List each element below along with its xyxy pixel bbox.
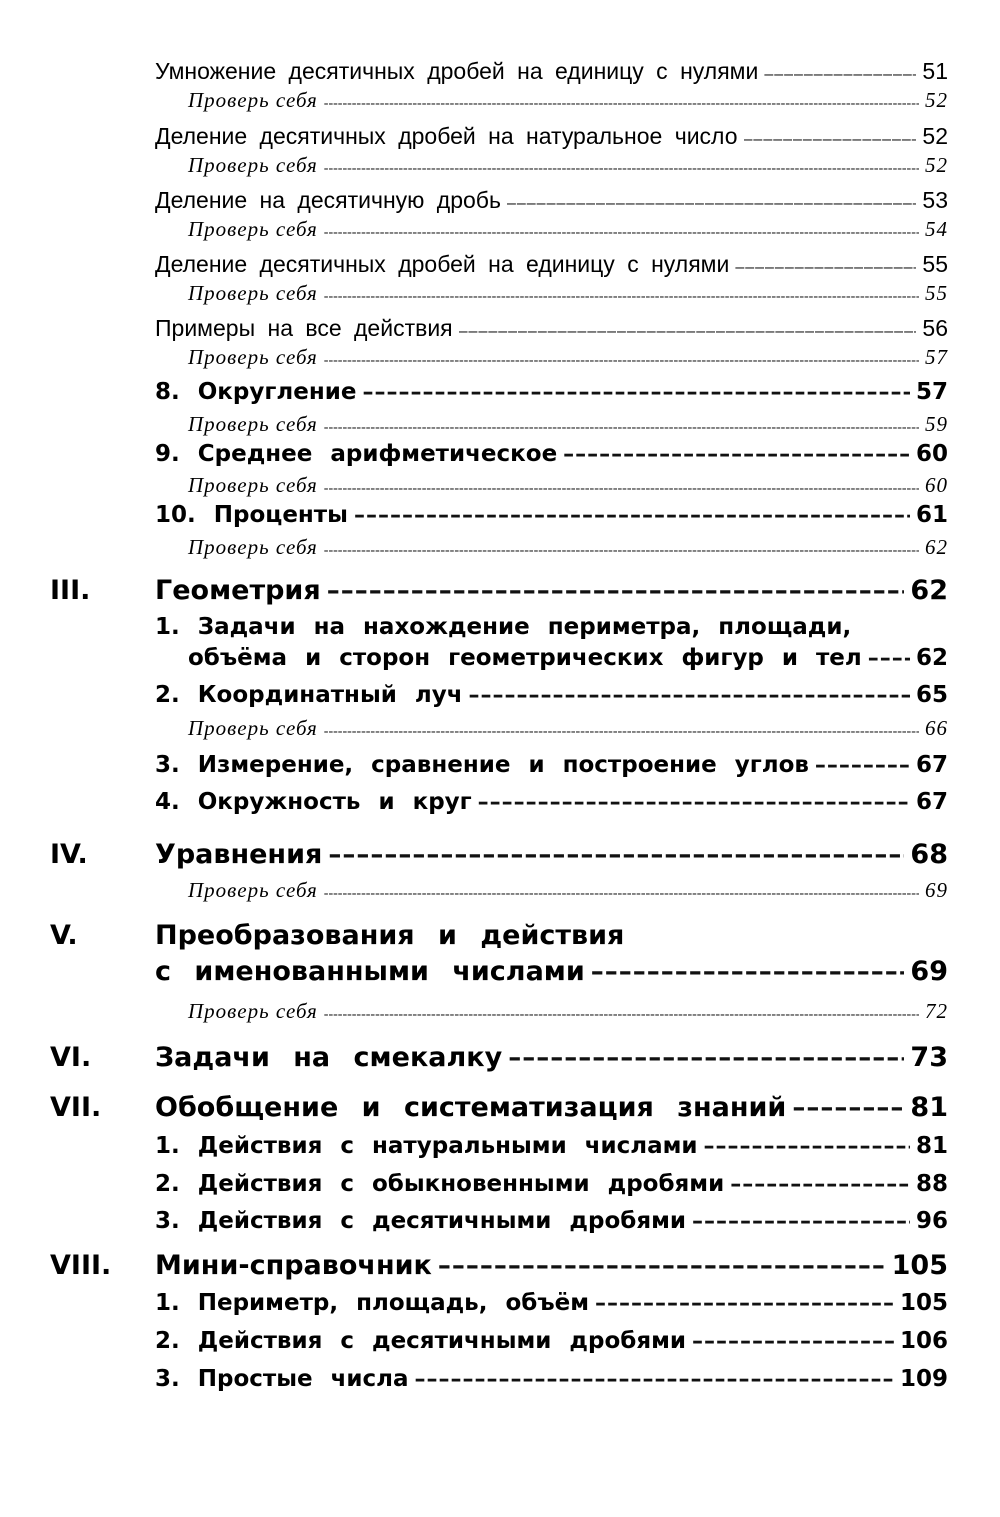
- entry-title: 2. Действия с обыкновенными дробями: [155, 1171, 725, 1197]
- toc-subsection: [155, 752, 948, 778]
- entry-title: объёма и сторон геометрических фигур и тел: [188, 645, 862, 671]
- leader-dashes: [730, 1172, 910, 1197]
- entry-title: с именованными числами: [155, 956, 585, 987]
- toc-subsection: [155, 1208, 948, 1234]
- toc-subsection: [155, 789, 948, 815]
- toc-section: [155, 1042, 948, 1073]
- leader-dashes: [735, 259, 916, 277]
- section-numeral: III.: [50, 575, 91, 606]
- entry-title: 1. Действия с натуральными числами: [155, 1133, 698, 1159]
- leader-dashes: [324, 1007, 919, 1023]
- toc-check-entry: [188, 153, 948, 178]
- toc-check-entry: [188, 878, 948, 903]
- leader-dashes: [327, 576, 905, 606]
- entry-title: Деление десятичных дробей на натуральное число: [155, 123, 738, 149]
- toc-subsection: [155, 682, 948, 708]
- entry-title: 2. Координатный луч: [155, 682, 463, 708]
- entry-title: Проверь себя: [188, 716, 318, 740]
- entry-page: 73: [910, 1042, 948, 1073]
- leader-dashes: [868, 646, 910, 671]
- entry-page: 88: [915, 1171, 948, 1197]
- entry-page: 109: [899, 1366, 948, 1392]
- entry-page: 62: [915, 645, 948, 671]
- entry-title: Примеры на все действия: [155, 315, 453, 341]
- entry-page: 54: [925, 217, 948, 241]
- leader-dashes: [764, 66, 916, 84]
- leader-dashes: [478, 790, 910, 815]
- leader-dashes: [508, 1043, 904, 1073]
- entry-page: 106: [899, 1328, 948, 1354]
- section-numeral: VII.: [50, 1092, 102, 1123]
- leader-dashes: [362, 380, 910, 405]
- entry-page: 57: [925, 345, 948, 369]
- leader-dashes: [704, 1134, 910, 1159]
- entry-title: Проверь себя: [188, 535, 318, 559]
- entry-page: 56: [922, 315, 948, 341]
- leader-dashes: [595, 1291, 894, 1316]
- leader-dashes: [324, 289, 919, 305]
- entry-title: Проверь себя: [188, 153, 318, 177]
- leader-dashes: [354, 503, 910, 528]
- entry-title-line: Преобразования и действия: [155, 920, 625, 951]
- toc-entry: [155, 251, 948, 278]
- entry-page: 105: [899, 1290, 948, 1316]
- leader-dashes: [324, 225, 919, 241]
- section-numeral: VIII.: [50, 1250, 112, 1281]
- entry-page: 57: [915, 379, 948, 405]
- leader-dashes: [415, 1367, 894, 1392]
- toc-section: [155, 575, 948, 606]
- leader-dashes: [324, 420, 919, 436]
- leader-dashes: [324, 353, 919, 369]
- toc-check-entry: [188, 412, 948, 437]
- entry-page: 51: [922, 58, 948, 84]
- entry-title: Мини-справочник: [155, 1250, 432, 1281]
- entry-title: Проверь себя: [188, 999, 318, 1023]
- entry-title: Проверь себя: [188, 412, 318, 436]
- entry-page: 65: [915, 682, 948, 708]
- entry-title: 1. Периметр, площадь, объём: [155, 1290, 590, 1316]
- entry-page: 52: [922, 123, 948, 149]
- leader-dashes: [815, 753, 910, 778]
- toc-entry: [155, 315, 948, 342]
- entry-page: 67: [915, 752, 948, 778]
- entry-page: 55: [922, 251, 948, 277]
- toc-check-entry: [188, 345, 948, 370]
- entry-page: 60: [925, 473, 948, 497]
- entry-title: 8. Округление: [155, 379, 357, 405]
- toc-section: [155, 1092, 948, 1123]
- leader-dashes: [469, 683, 910, 708]
- leader-dashes: [438, 1251, 886, 1281]
- leader-dashes: [692, 1329, 894, 1354]
- entry-page: 59: [925, 412, 948, 436]
- entry-title: 10. Проценты: [155, 502, 348, 528]
- leader-dashes: [692, 1209, 910, 1234]
- entry-page: 53: [922, 187, 948, 213]
- entry-title-line: 1. Задачи на нахождение периметра, площади,: [155, 614, 852, 640]
- toc-check-entry: [188, 535, 948, 560]
- entry-title: 3. Действия с десятичными дробями: [155, 1208, 687, 1234]
- entry-title: Проверь себя: [188, 281, 318, 305]
- leader-dashes: [591, 957, 905, 987]
- entry-title: 3. Измерение, сравнение и построение углов: [155, 752, 809, 778]
- entry-title: Проверь себя: [188, 217, 318, 241]
- section-numeral: V.: [50, 920, 78, 951]
- entry-page: 55: [925, 281, 948, 305]
- toc-subsection: [155, 1290, 948, 1316]
- entry-page: 68: [910, 839, 948, 870]
- toc-entry: [155, 187, 948, 214]
- leader-dashes: [324, 543, 919, 559]
- entry-title: Задачи на смекалку: [155, 1042, 503, 1073]
- toc-check-entry: [188, 88, 948, 113]
- section-numeral: VI.: [50, 1042, 92, 1073]
- toc-section: [155, 839, 948, 870]
- entry-page: 72: [925, 999, 948, 1023]
- toc-subsection: [155, 1133, 948, 1159]
- entry-page: 66: [925, 716, 948, 740]
- entry-title: 3. Простые числа: [155, 1366, 409, 1392]
- entry-title: Проверь себя: [188, 878, 318, 902]
- entry-page: 52: [925, 88, 948, 112]
- entry-page: 105: [891, 1250, 948, 1281]
- toc-subsection: [155, 1366, 948, 1392]
- entry-page: 61: [915, 502, 948, 528]
- toc-subsection: [155, 441, 948, 467]
- entry-page: 67: [915, 789, 948, 815]
- toc-subsection: [155, 1328, 948, 1354]
- leader-dashes: [324, 481, 919, 497]
- entry-page: 69: [925, 878, 948, 902]
- entry-page: 62: [925, 535, 948, 559]
- leader-dashes: [792, 1093, 904, 1123]
- toc-check-entry: [188, 473, 948, 498]
- entry-page: 60: [915, 441, 948, 467]
- toc-subsection: [188, 645, 948, 671]
- entry-title: 4. Окружность и круг: [155, 789, 472, 815]
- toc-section: [155, 956, 948, 987]
- leader-dashes: [563, 442, 910, 467]
- entry-page: 81: [910, 1092, 948, 1123]
- entry-page: 52: [925, 153, 948, 177]
- toc-subsection: [155, 379, 948, 405]
- leader-dashes: [324, 886, 919, 902]
- toc-check-entry: [188, 716, 948, 741]
- entry-page: 69: [910, 956, 948, 987]
- leader-dashes: [744, 131, 917, 149]
- entry-page: 62: [910, 575, 948, 606]
- entry-title: Умножение десятичных дробей на единицу с нулями: [155, 58, 759, 84]
- entry-page: 81: [915, 1133, 948, 1159]
- leader-dashes: [324, 161, 919, 177]
- entry-title: Проверь себя: [188, 345, 318, 369]
- toc-subsection: [155, 502, 948, 528]
- entry-page: 96: [915, 1208, 948, 1234]
- entry-title: Уравнения: [155, 839, 323, 870]
- toc-section: [155, 1250, 948, 1281]
- leader-dashes: [328, 840, 904, 870]
- leader-dashes: [507, 195, 916, 213]
- entry-title: 9. Среднее арифметическое: [155, 441, 558, 467]
- toc-subsection: [155, 1171, 948, 1197]
- entry-title: Проверь себя: [188, 88, 318, 112]
- leader-dashes: [324, 724, 919, 740]
- toc-entry: [155, 58, 948, 85]
- toc-check-entry: [188, 281, 948, 306]
- entry-title: 2. Действия с десятичными дробями: [155, 1328, 687, 1354]
- leader-dashes: [459, 323, 917, 341]
- entry-title: Деление десятичных дробей на единицу с нулями: [155, 251, 730, 277]
- section-numeral: IV.: [50, 839, 88, 870]
- entry-title: Геометрия: [155, 575, 321, 606]
- leader-dashes: [324, 96, 919, 112]
- toc-check-entry: [188, 217, 948, 242]
- entry-title: Деление на десятичную дробь: [155, 187, 501, 213]
- toc-check-entry: [188, 999, 948, 1024]
- entry-title: Проверь себя: [188, 473, 318, 497]
- entry-title: Обобщение и систематизация знаний: [155, 1092, 787, 1123]
- toc-entry: [155, 123, 948, 150]
